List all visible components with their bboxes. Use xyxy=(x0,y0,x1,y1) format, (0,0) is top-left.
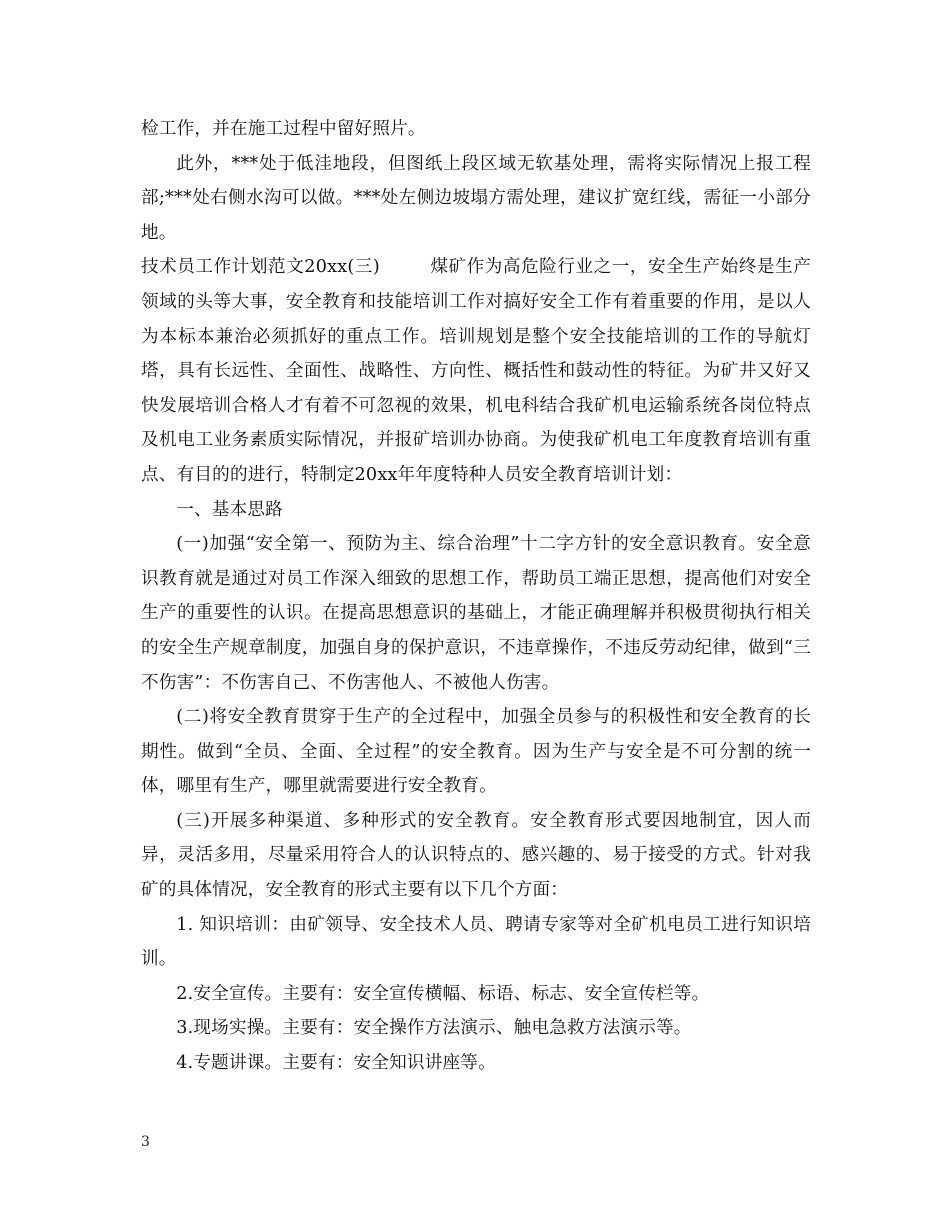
section-intro-text: 煤矿作为高危险行业之一，安全生产始终是生产领域的头等大事，安全教育和技能培训工作对搞好安全工作有着重要的作用，是以人为本标本兼治必须抓好的重点工作。培训规划是整个安全技能培训的工作的导航灯塔，具有长远性、全面性、战略性、方向性、概括性和鼓动性的特征。为矿井又好又快发展培训合格人才有着不可忽视的效果，机电科结合我矿机电运输系统各岗位特点及机电工业务素质实际情况，并报矿培训办协商。为使我矿机电工年度教育培训有重点、有目的的进行，特制定20xx年年度特种人员安全教育培训计划： xyxy=(141,257,812,485)
paragraph-point-one: (一)加强“安全第一、预防为主、综合治理”十二字方针的安全意识教育。安全意识教育就是通过对员工作深入细致的思想工作，帮助员工端正思想，提高他们对安全生产的重要性的认识。在提高思想意识的基础上，才能正确理解并积极贯彻执行相关的安全生产规章制度，加强自身的保护意识，不违章操作，不违反劳动纪律，做到“三不伤害”：不伤害自己、不伤害他人、不被他人伤害。 xyxy=(141,534,811,693)
document-body xyxy=(141,112,811,1081)
paragraph-section-heading-with-intro xyxy=(141,250,811,492)
list-item-safety-publicity: 2.安全宣传。主要有：安全宣传横幅、标语、标志、安全宣传栏等。 xyxy=(176,983,710,1004)
list-item-on-site-practice: 3.现场实操。主要有：安全操作方法演示、触电急救方法演示等。 xyxy=(176,1018,692,1039)
paragraph-continuation: 检工作，并在施工过程中留好照片。 xyxy=(141,119,426,139)
paragraph-additional-notes: 此外，***处于低洼地段，但图纸上段区域无软基处理，需将实际情况上报工程部;***处右侧水沟可以做。***处左侧边坡塌方需处理，建议扩宽红线，需征一小部分地。 xyxy=(141,153,811,243)
paragraph-point-two: (二)将安全教育贯穿于生产的全过程中，加强全员参与的积极性和安全教育的长期性。做到“全员、全面、全过程”的安全教育。因为生产与安全是不可分割的统一体，哪里有生产，哪里就需要进行安全教育。 xyxy=(141,707,811,797)
page-number: 3 xyxy=(141,1134,150,1150)
heading-basic-approach: 一、基本思路 xyxy=(176,499,283,520)
paragraph-point-three: (三)开展多种渠道、多种形式的安全教育。安全教育形式要因地制宜，因人而异，灵活多用，尽量采用符合人的认识特点的、感兴趣的、易于接受的方式。针对我矿的具体情况，安全教育的形式主要有以下几个方面： xyxy=(141,810,811,901)
section-heading: 技术员工作计划范文20xx(三) xyxy=(141,257,380,278)
list-item-special-lectures: 4.专题讲课。主要有：安全知识讲座等。 xyxy=(176,1053,496,1074)
list-item-knowledge-training: 1. 知识培训：由矿领导、安全技术人员、聘请专家等对全矿机电员工进行知识培训。 xyxy=(141,914,811,970)
